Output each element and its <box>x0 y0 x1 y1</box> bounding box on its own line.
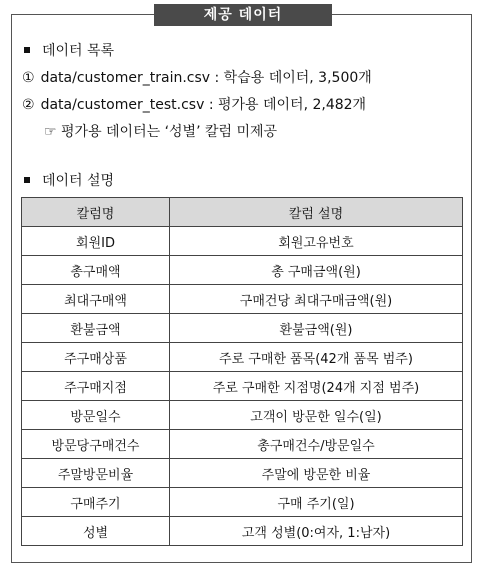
file-desc-train: : 학습용 데이터, 3,500개 <box>214 70 372 86</box>
column-desc-cell: 총구매건수/방문일수 <box>170 430 463 459</box>
column-name-cell: 구매주기 <box>22 488 170 517</box>
header-column-name: 칼럼명 <box>22 198 170 227</box>
table-row <box>22 401 463 430</box>
table-row <box>22 285 463 314</box>
table-row <box>22 343 463 372</box>
table-row <box>22 256 463 285</box>
column-desc-cell: 총 구매금액(원) <box>170 256 463 285</box>
file-desc-test: : 평가용 데이터, 2,482개 <box>208 97 367 113</box>
column-desc-cell: 고객 성별(0:여자, 1:남자) <box>170 517 463 546</box>
column-name-cell: 주구매상품 <box>22 343 170 372</box>
column-desc-cell: 고객이 방문한 일수(일) <box>170 401 463 430</box>
data-list-heading <box>24 40 114 60</box>
table-header-row <box>22 198 463 227</box>
note-text: 평가용 데이터는 ‘성별’ 칼럼 미제공 <box>61 124 278 140</box>
column-name-cell: 주구매지점 <box>22 372 170 401</box>
file-item-test <box>22 94 366 114</box>
column-desc-cell: 회원고유번호 <box>170 227 463 256</box>
column-name-cell: 방문당구매건수 <box>22 430 170 459</box>
square-bullet-icon <box>24 47 30 53</box>
column-desc-cell: 주로 구매한 지점명(24개 지점 범주) <box>170 372 463 401</box>
file-path-train: data/customer_train.csv <box>40 70 211 86</box>
table-row <box>22 459 463 488</box>
column-name-cell: 총구매액 <box>22 256 170 285</box>
column-desc-cell: 구매 주기(일) <box>170 488 463 517</box>
column-description-table <box>21 197 463 546</box>
header-column-desc: 칼럼 설명 <box>170 198 463 227</box>
data-desc-heading-text: 데이터 설명 <box>42 173 115 189</box>
column-desc-cell: 환불금액(원) <box>170 314 463 343</box>
circled-two-icon: ② <box>22 97 35 113</box>
column-name-cell: 최대구매액 <box>22 285 170 314</box>
note <box>44 121 277 141</box>
column-name-cell: 환불금액 <box>22 314 170 343</box>
table-row <box>22 488 463 517</box>
table-row <box>22 314 463 343</box>
column-desc-cell: 구매건당 최대구매금액(원) <box>170 285 463 314</box>
table-row <box>22 517 463 546</box>
file-path-test: data/customer_test.csv <box>40 97 205 113</box>
column-desc-cell: 주말에 방문한 비율 <box>170 459 463 488</box>
table-row <box>22 430 463 459</box>
table-row <box>22 227 463 256</box>
file-item-train <box>22 67 372 87</box>
pointing-hand-icon: ☞ <box>44 124 57 140</box>
table-row <box>22 372 463 401</box>
column-name-cell: 회원ID <box>22 227 170 256</box>
column-desc-cell: 주로 구매한 품목(42개 품목 범주) <box>170 343 463 372</box>
data-list-heading-text: 데이터 목록 <box>42 43 115 59</box>
column-name-cell: 주말방문비율 <box>22 459 170 488</box>
data-desc-heading <box>24 170 114 190</box>
column-name-cell: 성별 <box>22 517 170 546</box>
square-bullet-icon <box>24 177 30 183</box>
column-name-cell: 방문일수 <box>22 401 170 430</box>
circled-one-icon: ① <box>22 70 35 86</box>
section-title: 제공 데이터 <box>154 4 332 26</box>
